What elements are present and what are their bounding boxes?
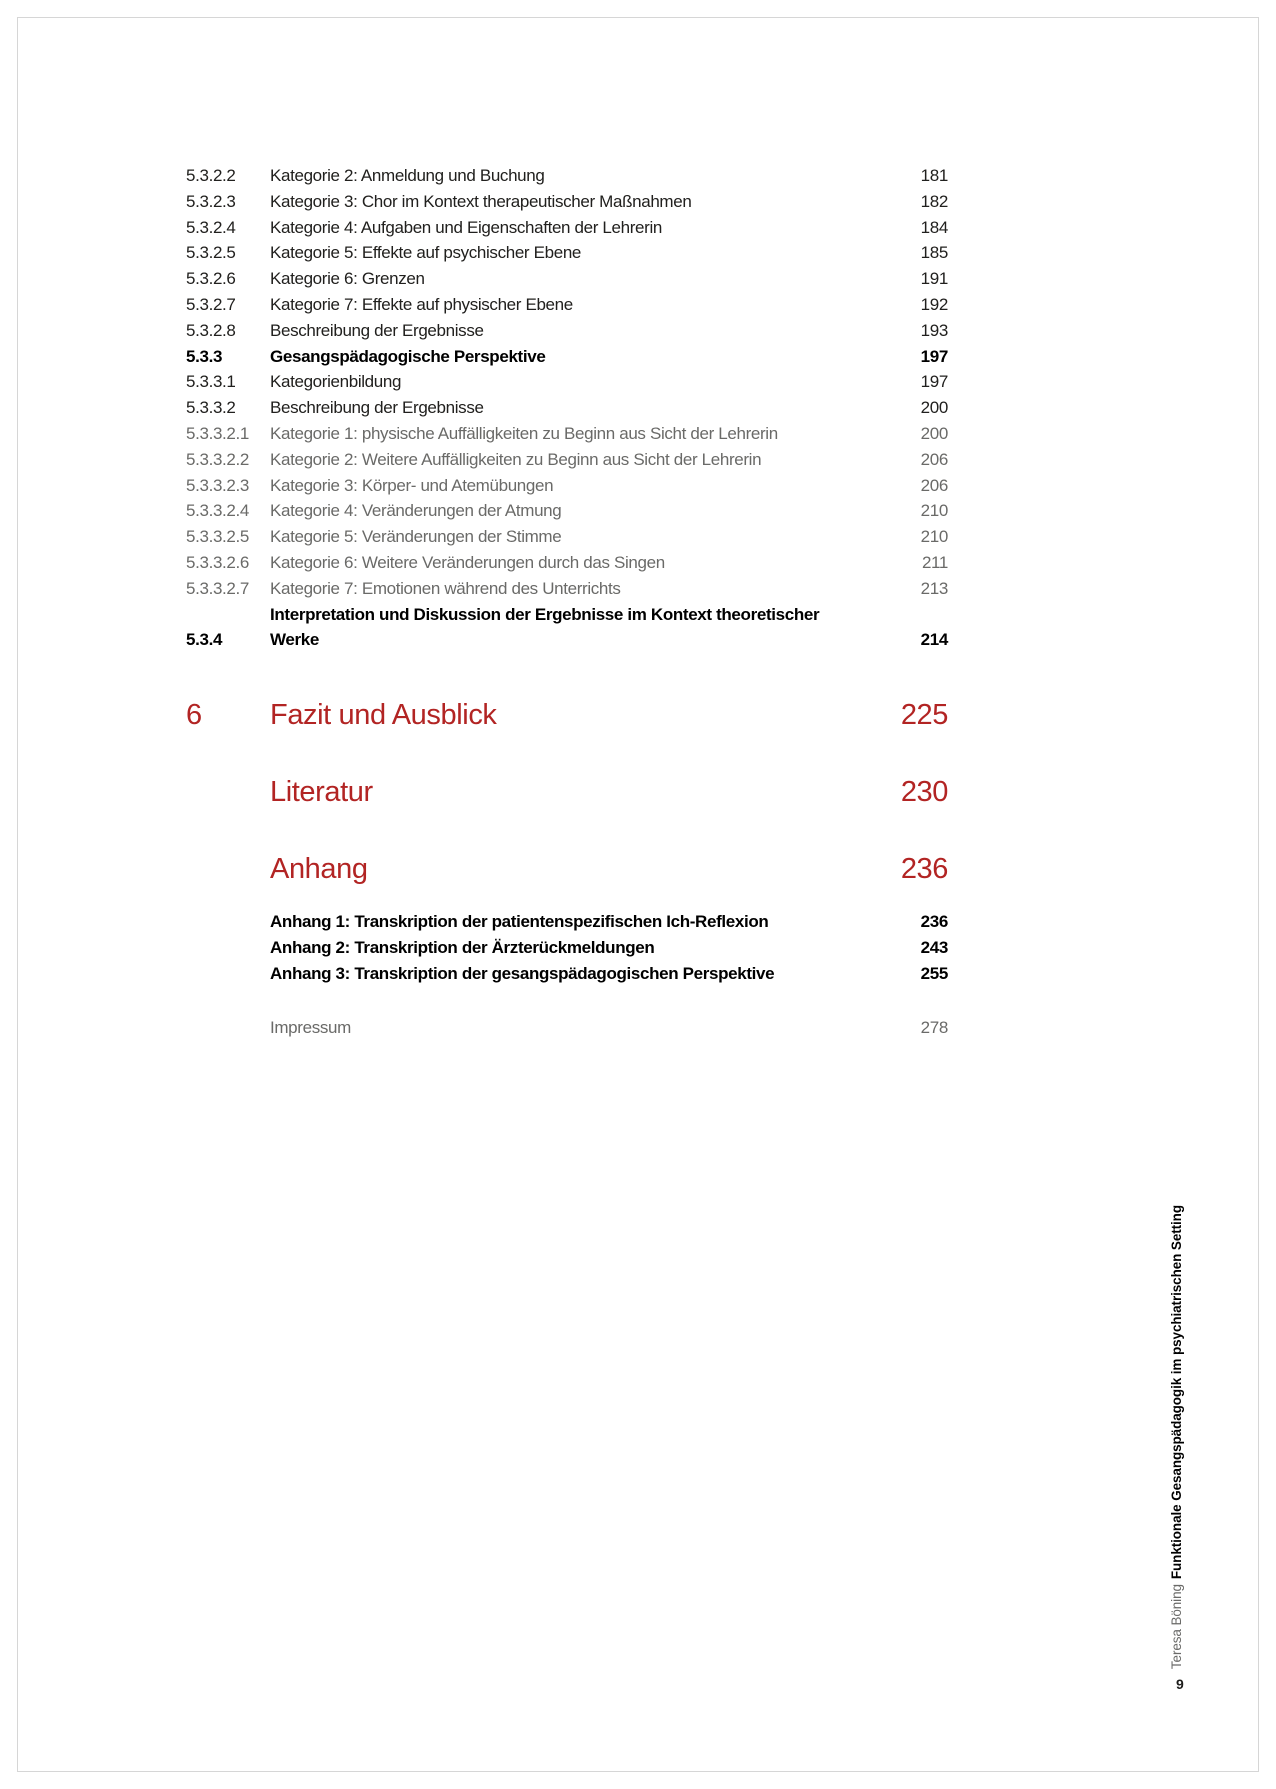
toc-entry-title: Kategorie 3: Chor im Kontext therapeutischer Maßnahmen [270, 191, 692, 211]
toc-entry-page: 182 [920, 191, 948, 211]
toc-entry-title: Kategorie 4: Veränderungen der Atmung [270, 501, 562, 521]
toc-chapter-entry [186, 697, 948, 733]
toc-entry [186, 447, 948, 473]
toc-chapter-page: 230 [900, 776, 948, 809]
toc-entry-title: Kategorie 4: Aufgaben und Eigenschaften der Lehrerin [270, 217, 662, 237]
toc-entry-number: 5.3.2.7 [186, 294, 236, 314]
toc-entry [186, 421, 948, 447]
toc-entry-title: Beschreibung der Ergebnisse [270, 320, 484, 340]
toc-chapter-title: Literatur [270, 776, 373, 809]
toc-chapter-entry [186, 851, 948, 887]
toc-entry-page: 197 [920, 346, 948, 366]
toc-entry-page: 181 [920, 166, 948, 185]
toc-entry [186, 292, 948, 318]
toc-entry [186, 189, 948, 215]
page-number: 9 [1176, 1676, 1184, 1692]
toc-entry-page: 191 [920, 269, 948, 289]
spine-book-title: Funktionale Gesangspädagogik im psychiatrischen Setting [1169, 1205, 1184, 1580]
toc-chapter-title: Anhang [270, 853, 368, 886]
toc-chapter-list [186, 697, 948, 887]
table-of-contents [186, 163, 948, 1040]
toc-entry-title: Kategorie 6: Grenzen [270, 269, 425, 289]
toc-entry-number: 5.3.3.2.7 [186, 578, 250, 598]
toc-entry [186, 473, 948, 499]
toc-chapter-page: 225 [900, 699, 948, 732]
toc-entry-page: 200 [920, 423, 948, 443]
toc-entry [186, 215, 948, 241]
toc-entry-number: 5.3.3 [186, 346, 223, 366]
toc-entry-page: 255 [920, 963, 948, 983]
book-spine-text [1168, 1205, 1186, 1669]
toc-entry-page: 236 [920, 912, 948, 932]
toc-entry-number: 5.3.3.2.2 [186, 449, 250, 469]
toc-entry-title: Gesangspädagogische Perspektive [270, 346, 546, 366]
toc-entry [186, 240, 948, 266]
toc-entry-title: Interpretation und Diskussion der Ergebnisse im Kontext theoretischer Werke [270, 604, 820, 650]
toc-entry [186, 318, 948, 344]
toc-entry-number: 5.3.2.6 [186, 269, 236, 289]
toc-entry-number: 5.3.3.2.5 [186, 527, 250, 547]
toc-entry-title: Kategorie 3: Körper- und Atemübungen [270, 475, 554, 495]
toc-entry [186, 576, 948, 602]
toc-entry-title: Impressum [270, 1017, 351, 1037]
toc-entry-page: 210 [920, 527, 948, 547]
toc-entry [186, 163, 948, 189]
toc-entry [186, 344, 948, 370]
toc-entry-page: 278 [920, 1017, 948, 1037]
toc-entry-page: 184 [920, 217, 948, 237]
toc-appendix-list [186, 909, 948, 986]
toc-entry [186, 498, 948, 524]
toc-chapter-entry [186, 774, 948, 810]
toc-entry-page: 213 [920, 578, 948, 598]
toc-entry-title: Kategorie 1: physische Auffälligkeiten zu Beginn aus Sicht der Lehrerin [270, 423, 778, 443]
toc-impressum-block [186, 1015, 948, 1041]
toc-entry-number: 5.3.2.2 [186, 166, 236, 185]
toc-entry-title: Anhang 1: Transkription der patientenspezifischen Ich-Reflexion [270, 912, 769, 932]
toc-entry-page: 214 [920, 630, 948, 650]
toc-entry-title: Kategorie 7: Emotionen während des Unterrichts [270, 578, 621, 598]
toc-appendix-entry [186, 935, 948, 961]
toc-entry-number: 5.3.3.2.4 [186, 501, 250, 521]
toc-entry-title: Kategorie 5: Veränderungen der Stimme [270, 527, 562, 547]
spine-author-name: Teresa Böning [1169, 1584, 1184, 1670]
toc-entry-title: Anhang 3: Transkription der gesangspädagogischen Perspektive [270, 963, 775, 983]
toc-entry-page: 210 [920, 501, 948, 521]
toc-entry-page: 192 [920, 294, 948, 314]
toc-appendix-entry [186, 961, 948, 987]
toc-entry-page: 200 [920, 398, 948, 418]
toc-entry-number: 5.3.2.4 [186, 217, 236, 237]
toc-entry-number: 5.3.3.2.3 [186, 475, 250, 495]
toc-entry [186, 602, 948, 654]
toc-entry-title: Kategorienbildung [270, 372, 402, 392]
toc-entry-title: Kategorie 2: Anmeldung und Buchung [270, 166, 545, 185]
toc-entry-number: 5.3.2.3 [186, 191, 236, 211]
toc-entry [186, 266, 948, 292]
toc-entry-number: 5.3.4 [186, 630, 223, 650]
toc-entry [186, 395, 948, 421]
toc-entry-number: 5.3.3.1 [186, 372, 236, 392]
toc-entry [186, 524, 948, 550]
toc-entry [186, 369, 948, 395]
toc-chapter-title: Fazit und Ausblick [270, 699, 497, 732]
toc-entry-impressum [186, 1015, 948, 1041]
toc-entry-title: Beschreibung der Ergebnisse [270, 398, 484, 418]
toc-entry-title: Kategorie 5: Effekte auf psychischer Ebene [270, 243, 582, 263]
toc-entry-title: Kategorie 6: Weitere Veränderungen durch das Singen [270, 552, 665, 572]
toc-chapter-page: 236 [900, 853, 948, 886]
toc-entry-page: 206 [920, 475, 948, 495]
toc-entry-number: 5.3.2.8 [186, 320, 236, 340]
toc-entry [186, 550, 948, 576]
toc-chapter-number: 6 [186, 699, 202, 732]
toc-subsection-list [186, 163, 948, 653]
toc-entry-number: 5.3.3.2.1 [186, 423, 250, 443]
toc-entry-number: 5.3.2.5 [186, 243, 236, 263]
toc-entry-number: 5.3.3.2 [186, 398, 236, 418]
toc-entry-number: 5.3.3.2.6 [186, 552, 250, 572]
toc-appendix-entry [186, 909, 948, 935]
toc-entry-page: 206 [920, 449, 948, 469]
toc-entry-page: 197 [920, 372, 948, 392]
toc-entry-title: Kategorie 2: Weitere Auffälligkeiten zu Beginn aus Sicht der Lehrerin [270, 449, 762, 469]
toc-entry-title: Anhang 2: Transkription der Ärzterückmeldungen [270, 937, 655, 957]
toc-entry-page: 211 [921, 552, 948, 572]
toc-entry-page: 193 [920, 320, 948, 340]
toc-entry-page: 185 [920, 243, 948, 263]
toc-entry-page: 243 [920, 937, 948, 957]
toc-entry-title: Kategorie 7: Effekte auf physischer Ebene [270, 294, 573, 314]
